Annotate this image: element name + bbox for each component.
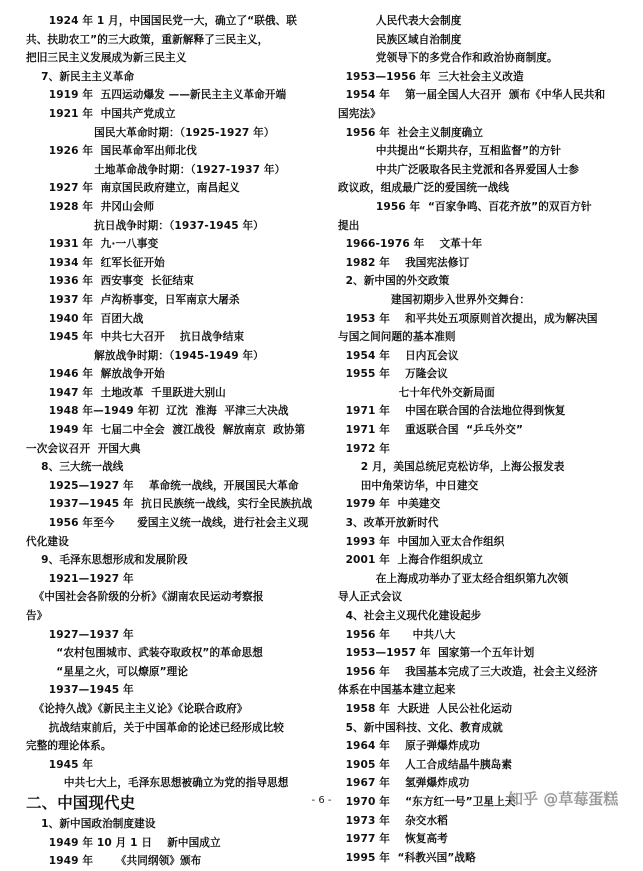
text-line: 土地革命战争时期：（1927-1937 年） bbox=[26, 163, 286, 176]
text-line: 1936 年 西安事变 长征结束 bbox=[26, 275, 194, 288]
text-line: 1947 年 土地改革 千里跃进大别山 bbox=[26, 386, 226, 399]
text-line: 1993 年 中国加入亚太合作组织 bbox=[338, 535, 505, 548]
text-line: 1956 年 中共八大 bbox=[338, 628, 456, 641]
text-line: 完整的理论体系。 bbox=[26, 740, 112, 753]
text-line: 1953—1956 年 三大社会主义改造 bbox=[338, 70, 524, 83]
text-line: 1956 年 我国基本完成了三大改造，社会主义经济 bbox=[338, 665, 598, 678]
text-line: 解放战争时期：（1945-1949 年） bbox=[26, 349, 264, 362]
text-line: 告》 bbox=[26, 610, 48, 622]
text-line: 1924 年 1 月，中国国民党一大，确立了“联俄、联 bbox=[26, 15, 297, 27]
text-line: 8、三大统一战线 bbox=[26, 461, 124, 474]
text-line: 2001 年 上海合作组织成立 bbox=[338, 554, 484, 567]
text-line: 1937 年 卢沟桥事变，日军南京大屠杀 bbox=[26, 293, 240, 306]
text-line: 1953—1957 年 国家第一个五年计划 bbox=[338, 647, 535, 660]
text-line: 提出 bbox=[338, 219, 360, 232]
text-line: 1966-1976 年 文革十年 bbox=[338, 238, 483, 251]
text-line: 1971 年 重返联合国 “乒乓外交” bbox=[338, 424, 524, 437]
text-line: 1953 年 和平共处五项原则首次提出，成为解决国 bbox=[338, 312, 598, 325]
text-line: 1945 年 bbox=[26, 758, 94, 771]
left-column bbox=[26, 12, 322, 871]
text-line: 5、新中国科技、文化、教育成就 bbox=[338, 721, 503, 734]
text-line: 1927 年 南京国民政府建立，南昌起义 bbox=[26, 182, 240, 195]
text-line: 1931 年 九·一八事变 bbox=[26, 238, 159, 251]
text-line: 二、中国现代史 bbox=[26, 793, 136, 812]
text-line: 1905 年 人工合成结晶牛胰岛素 bbox=[338, 758, 513, 771]
text-line: 党领导下的多党合作和政治协商制度。 bbox=[338, 52, 558, 65]
text-line: 1928 年 井冈山会师 bbox=[26, 200, 155, 213]
text-line: 导人正式会议 bbox=[338, 591, 403, 604]
text-line: 1954 年 第一届全国人大召开 颁布《中华人民共和 bbox=[338, 89, 606, 102]
text-line: 1921—1927 年 bbox=[26, 572, 134, 585]
text-line: 七十年代外交新局面 bbox=[338, 386, 495, 399]
text-line: 1955 年 万隆会议 bbox=[338, 368, 448, 381]
text-line: 1958 年 大跃进 人民公社化运动 bbox=[338, 702, 513, 715]
text-line: 1995 年 “科教兴国”战略 bbox=[338, 851, 476, 864]
text-line: 2、新中国的外交政策 bbox=[338, 275, 450, 288]
text-line: 1934 年 红军长征开始 bbox=[26, 256, 165, 269]
text-line: 2 月，美国总统尼克松访华，上海公报发表 bbox=[338, 461, 565, 474]
text-line: 1919 年 五四运动爆发 ——新民主主义革命开端 bbox=[26, 89, 287, 102]
watermark: 知乎 @草莓蛋糕 bbox=[508, 790, 619, 808]
text-line: 体系在中国基本建立起来 bbox=[338, 684, 456, 697]
text-line: 中共提出“长期共存，互相监督”的方针 bbox=[338, 145, 562, 158]
text-line: 1、新中国政治制度建设 bbox=[26, 817, 156, 830]
text-line: 7、新民主主义革命 bbox=[26, 70, 135, 83]
text-line: 建国初期步入世界外交舞台： bbox=[338, 293, 531, 306]
text-line: 《论持久战》《新民主主义论》《论联合政府》 bbox=[26, 702, 248, 715]
text-line: 民族区域自治制度 bbox=[338, 33, 462, 46]
text-line: 中共七大上，毛泽东思想被确立为党的指导思想 bbox=[26, 777, 289, 790]
text-line: 1971 年 中国在联合国的合法地位得到恢复 bbox=[338, 405, 566, 418]
text-line: 1977 年 恢复高考 bbox=[338, 833, 448, 846]
text-line: 国宪法》 bbox=[338, 107, 381, 120]
text-line: 人民代表大会制度 bbox=[338, 15, 462, 27]
text-line: “星星之火，可以燎原”理论 bbox=[26, 665, 189, 678]
text-line: 在上海成功举办了亚太经合组织第九次领 bbox=[338, 572, 569, 585]
text-line: “农村包围城市、武装夺取政权”的革命思想 bbox=[26, 647, 263, 660]
text-line: 9、毛泽东思想形成和发展阶段 bbox=[26, 554, 188, 567]
text-line: 1956 年 “百家争鸣、百花齐放”的双百方针 bbox=[338, 200, 592, 213]
text-line: 1940 年 百团大战 bbox=[26, 312, 144, 325]
text-line: 抗战结束前后，关于中国革命的论述已经形成比较 bbox=[26, 721, 284, 734]
text-line: 国民大革命时期：（1925-1927 年） bbox=[26, 126, 275, 139]
text-line: 一次会议召开 开国大典 bbox=[26, 442, 141, 455]
text-line: 1926 年 国民革命军出师北伐 bbox=[26, 145, 197, 158]
text-line: 共、扶助农工”的三大政策，重新解释了三民主义， bbox=[26, 33, 269, 46]
text-line: 田中角荣访华，中日建交 bbox=[338, 479, 479, 492]
text-line: 1956 年 社会主义制度确立 bbox=[338, 126, 484, 139]
text-line: 中共广泛吸取各民主党派和各界爱国人士参 bbox=[338, 163, 580, 176]
page-number: - 6 - bbox=[311, 795, 332, 806]
text-line: 4、社会主义现代化建设起步 bbox=[338, 610, 482, 622]
text-line: 把旧三民主义发展成为新三民主义 bbox=[26, 52, 187, 65]
text-line: 3、改革开放新时代 bbox=[338, 517, 439, 530]
text-line: 1945 年 中共七大召开 抗日战争结束 bbox=[26, 331, 245, 344]
text-line: 1964 年 原子弹爆炸成功 bbox=[338, 740, 480, 753]
text-line: 1949 年 七届二中全会 渡江战役 解放南京 政协第 bbox=[26, 424, 306, 437]
text-line: 政议政，组成最广泛的爱国统一战线 bbox=[338, 182, 510, 195]
text-line: 代化建设 bbox=[26, 535, 69, 548]
text-line: 1967 年 氢弹爆炸成功 bbox=[338, 777, 470, 790]
text-line: 1927—1937 年 bbox=[26, 628, 134, 641]
text-line: 1956 年至今 爱国主义统一战线，进行社会主义现 bbox=[26, 517, 309, 530]
text-line: 1972 年 bbox=[338, 442, 390, 455]
text-line: 1937—1945 年 抗日民族统一战线，实行全民族抗战 bbox=[26, 498, 313, 511]
text-line: 1925—1927 年 革命统一战线，开展国民大革命 bbox=[26, 479, 299, 492]
text-line: 1921 年 中国共产党成立 bbox=[26, 107, 176, 120]
text-line: 抗日战争时期：（1937-1945 年） bbox=[26, 219, 264, 232]
text-line: 1937—1945 年 bbox=[26, 684, 134, 697]
text-line: 与国之间问题的基本准则 bbox=[338, 331, 456, 344]
text-line: 1948 年—1949 年初 辽沈 淮海 平津三大决战 bbox=[26, 405, 289, 418]
text-line: 1954 年 日内瓦会议 bbox=[338, 349, 459, 362]
text-line: 1979 年 中美建交 bbox=[338, 498, 441, 511]
text-line: 1973 年 杂交水稻 bbox=[338, 814, 448, 827]
right-column bbox=[338, 12, 638, 867]
text-line: 1949 年 10 月 1 日 新中国成立 bbox=[26, 836, 221, 849]
text-line: 1946 年 解放战争开始 bbox=[26, 368, 165, 381]
text-line: 1949 年 《共同纲领》颁布 bbox=[26, 855, 202, 868]
text-line: 1982 年 我国宪法修订 bbox=[338, 256, 470, 269]
text-line: 《中国社会各阶级的分析》《湖南农民运动考察报 bbox=[26, 591, 264, 604]
text-line: 1970 年 “东方红一号”卫星上天 bbox=[338, 795, 516, 808]
